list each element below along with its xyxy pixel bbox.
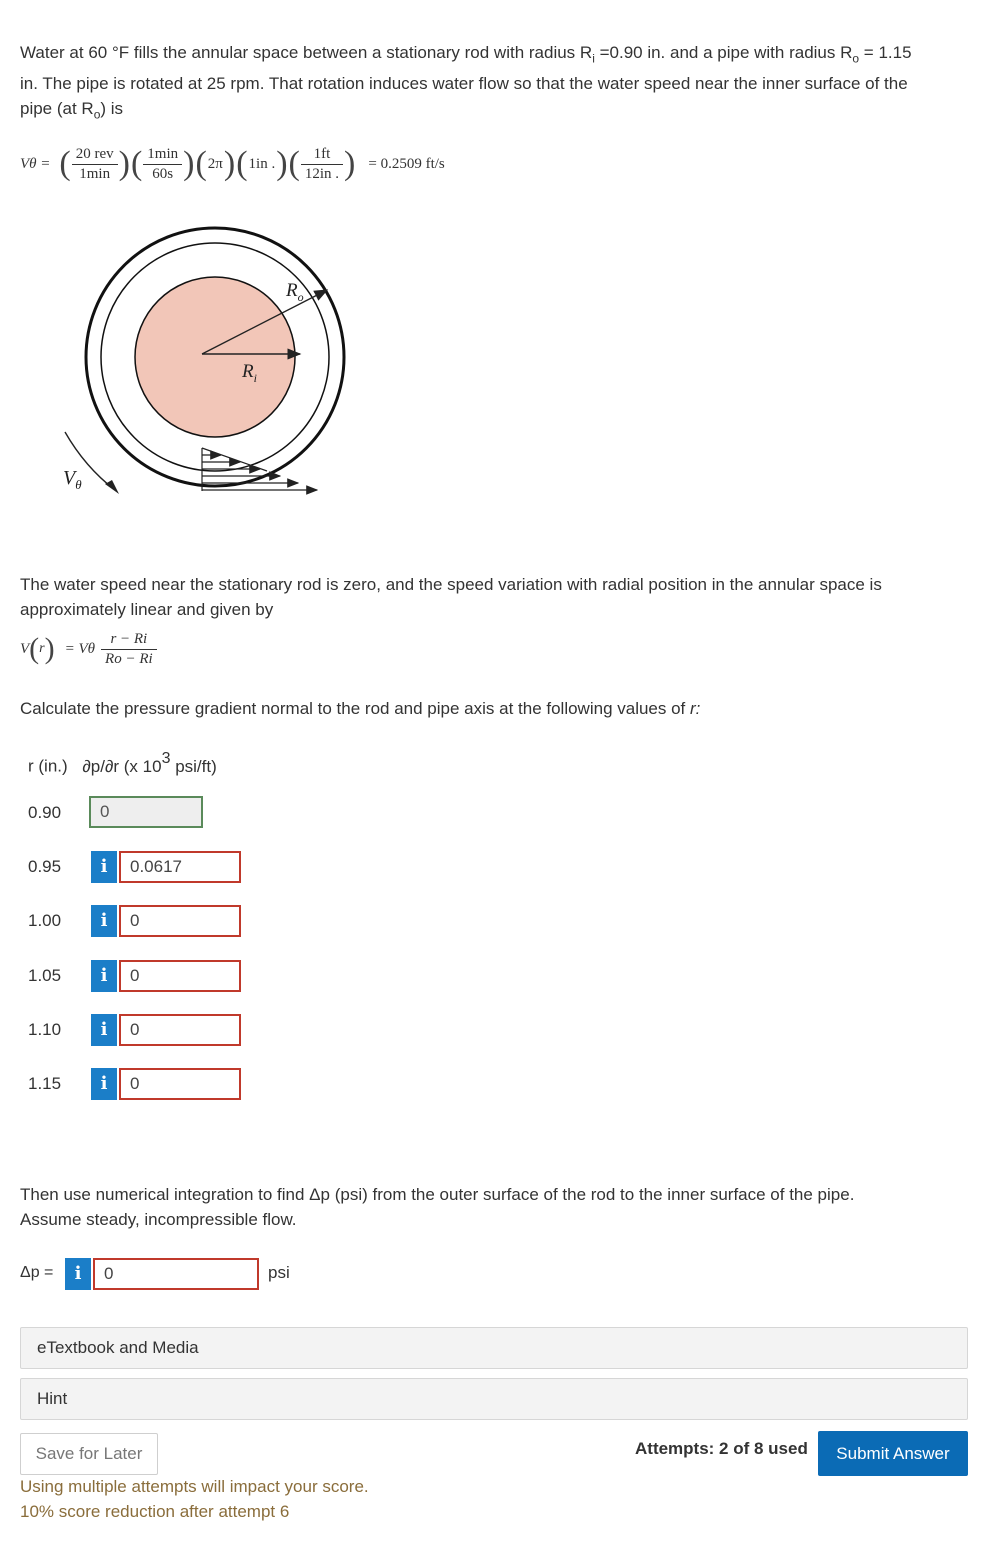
intro-line-2: in. The pipe is rotated at 25 rpm. That rotation induces water flow so that the water speed near the inner surface of the xyxy=(20,74,908,94)
integration-line-1: Then use numerical integration to find Δp (psi) from the outer surface of the rod to the inner surface of the pipe. xyxy=(20,1185,855,1204)
intro-line-3: pipe (at $R_o$) is xyxy=(20,99,124,122)
factor-one-inch: 1in . xyxy=(248,155,276,172)
gradient-input[interactable] xyxy=(119,1068,241,1100)
hint-panel[interactable]: Hint xyxy=(20,1378,968,1420)
info-icon[interactable]: i xyxy=(91,1068,117,1100)
label-ro: $R_o$ xyxy=(286,280,304,304)
integration-prompt xyxy=(20,1182,980,1232)
rod-circle xyxy=(135,277,295,437)
equation-lhs: Vθ = xyxy=(20,155,51,172)
submit-answer-button[interactable]: Submit Answer xyxy=(818,1431,968,1476)
speed-description xyxy=(20,572,980,622)
fraction-ft-per-in: $\frac{1ft}{12in .}$ xyxy=(301,146,343,183)
label-ri: $R_i$ xyxy=(242,361,257,385)
fraction-min-per-sec: $\frac{1\min}{60s}$ xyxy=(143,146,182,183)
row-r-label: 1.15 xyxy=(28,1074,62,1093)
label-vtheta: $V_\theta$ xyxy=(63,467,82,492)
attempts-counter: Attempts: 2 of 8 used xyxy=(635,1439,808,1458)
table-header xyxy=(28,752,217,777)
row-r-label: 1.10 xyxy=(28,1020,62,1039)
gradient-input[interactable] xyxy=(119,851,241,883)
velocity-formula: V ( r ) = Vθ $\frac{r - Ri}{Ro - Ri}$ xyxy=(20,626,157,672)
equation-result: = 0.2509 ft/s xyxy=(368,155,445,172)
dp-label: Δp = xyxy=(20,1264,54,1281)
calc-prompt: Calculate the pressure gradient normal to the rod and pipe axis at the following values of r: xyxy=(20,699,701,718)
attempts-warning: Using multiple attempts will impact your score. xyxy=(20,1477,369,1496)
given-value-box: 0 xyxy=(89,796,203,828)
gradient-input[interactable] xyxy=(119,960,241,992)
desc-line-2: approximately linear and given by xyxy=(20,600,274,619)
intro-line-1: Water at 60 °F fills the annular space between a stationary rod with radius $R_i =0.90$ in. and a pipe with radius $R_o = 1.15$ xyxy=(20,43,912,66)
row-r-label: 1.05 xyxy=(28,966,62,985)
info-icon[interactable]: i xyxy=(91,851,117,883)
row-r-label: 0.90 xyxy=(28,803,62,822)
desc-line-1: The water speed near the stationary rod is zero, and the speed variation with radial position in the annular space is xyxy=(20,575,882,594)
etextbook-panel[interactable]: eTextbook and Media xyxy=(20,1327,968,1369)
col-gradient-header: ∂p/∂r (x $10^3$ psi/ft) xyxy=(82,750,217,776)
info-icon[interactable]: i xyxy=(65,1258,91,1290)
factor-two-pi: 2π xyxy=(207,155,223,172)
fraction-rev-per-min: $\frac{\text{20 rev}}{1\min}$ xyxy=(72,146,118,183)
dp-input[interactable] xyxy=(93,1258,259,1290)
velocity-equation: Vθ = ( $\frac{\text{20 rev}}{1\min}$ ) ( $\frac{1\min}{60s}$ ) ( 2π ) ( 1in . ) ( $\frac{1ft}{12in .}$ ) = 0.2509 ft/s xyxy=(20,145,445,182)
col-r-header: r (in.) xyxy=(28,756,68,776)
info-icon[interactable]: i xyxy=(91,960,117,992)
gradient-input[interactable] xyxy=(119,905,241,937)
annulus-diagram xyxy=(55,222,355,502)
score-reduction-note: 10% score reduction after attempt 6 xyxy=(20,1502,290,1521)
info-icon[interactable]: i xyxy=(91,1014,117,1046)
save-for-later-button[interactable]: Save for Later xyxy=(20,1433,158,1475)
info-icon[interactable]: i xyxy=(91,905,117,937)
gradient-input[interactable] xyxy=(119,1014,241,1046)
row-r-label: 0.95 xyxy=(28,857,62,876)
integration-line-2: Assume steady, incompressible flow. xyxy=(20,1210,297,1229)
dp-unit: psi xyxy=(268,1263,290,1282)
problem-intro xyxy=(20,40,980,128)
row-r-label: 1.00 xyxy=(28,911,62,930)
